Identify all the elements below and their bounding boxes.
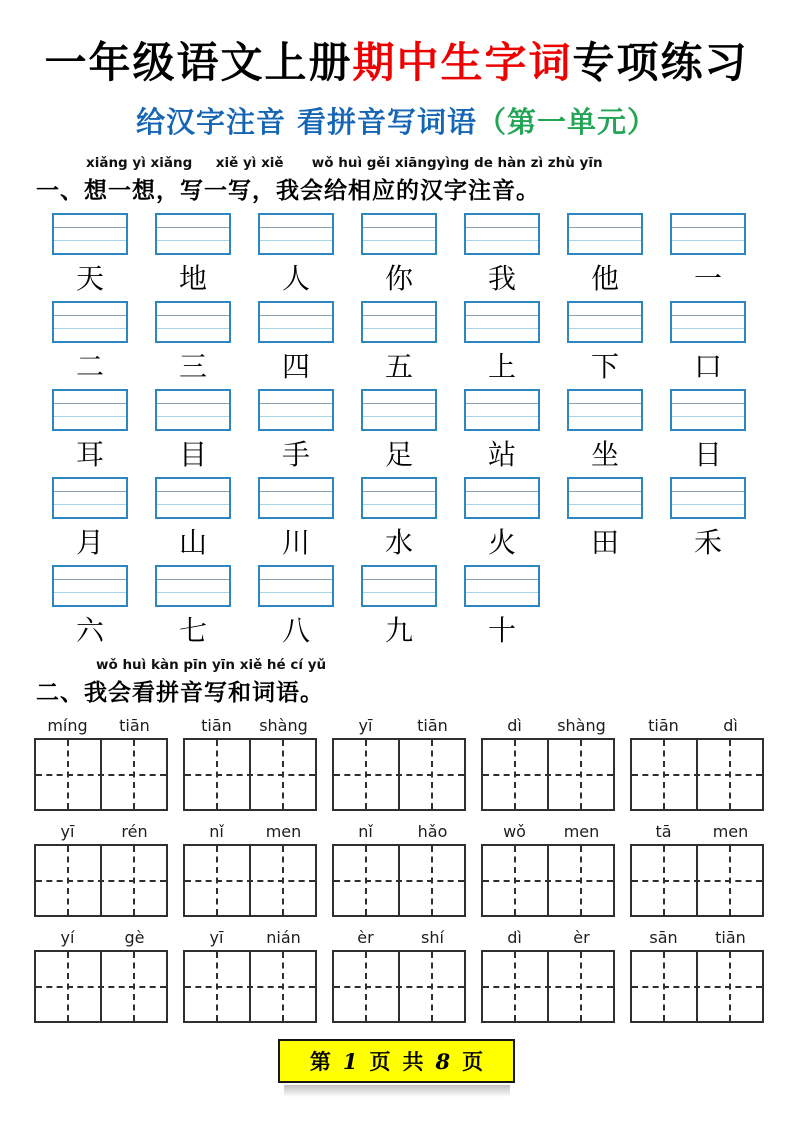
- pinyin-syllable: nǐ: [209, 822, 224, 841]
- annotation-cell: [52, 301, 128, 385]
- word-group: [34, 819, 168, 917]
- tianzige-cell[interactable]: [334, 740, 398, 809]
- annotation-cell: [155, 301, 231, 385]
- annotation-cell: [155, 213, 231, 297]
- hanzi-char: 二: [75, 350, 104, 383]
- pinyin-write-box[interactable]: [155, 565, 231, 607]
- pinyin-labels: [481, 925, 615, 947]
- tianzige-cell[interactable]: [398, 952, 464, 1021]
- pinyin-syllable: èr: [573, 928, 590, 947]
- pinyin-write-box[interactable]: [258, 389, 334, 431]
- tianzige-cell[interactable]: [100, 846, 166, 915]
- annotation-cell: [670, 477, 746, 561]
- title-part-black2: 专项练习: [572, 38, 749, 87]
- tianzige-cell[interactable]: [483, 740, 547, 809]
- hanzi-char: 七: [178, 614, 207, 647]
- footer-label: 页: [369, 1049, 391, 1074]
- pinyin-syllable: dì: [507, 928, 522, 947]
- subtitle-blue-text: 给汉字注音 看拼音写词语: [135, 105, 478, 139]
- pinyin-write-box[interactable]: [155, 477, 231, 519]
- pinyin-syllable: yī: [60, 822, 75, 841]
- pinyin-write-box[interactable]: [361, 477, 437, 519]
- hanzi-char: 火: [487, 526, 516, 559]
- word-group: [332, 925, 466, 1023]
- annotation-cell: [670, 389, 746, 473]
- hanzi-char: 川: [281, 526, 310, 559]
- pinyin-labels: [332, 819, 466, 841]
- pinyin-syllable: men: [712, 822, 749, 841]
- tianzige-cell[interactable]: [249, 952, 315, 1021]
- title-part-red: 期中生字词: [352, 38, 573, 87]
- hanzi-char: 你: [384, 262, 413, 295]
- hanzi-char: 水: [384, 526, 413, 559]
- annotation-row: [52, 389, 746, 473]
- annotation-cell: [464, 301, 540, 385]
- tianzige-box[interactable]: [481, 950, 615, 1023]
- word-group: [481, 819, 615, 917]
- pinyin-write-box[interactable]: [464, 389, 540, 431]
- pinyin-syllable: tā: [655, 822, 672, 841]
- section1-header: 一、想一想，写一写，我会给相应的汉字注音。: [36, 177, 540, 204]
- word-group: [481, 713, 615, 811]
- hanzi-char: 耳: [75, 438, 104, 471]
- tianzige-cell[interactable]: [100, 740, 166, 809]
- word-group: [332, 819, 466, 917]
- pinyin-syllable: yī: [358, 716, 373, 735]
- tianzige-cell[interactable]: [483, 846, 547, 915]
- annotation-cell: [670, 213, 746, 297]
- pinyin-syllable: nián: [266, 928, 301, 947]
- pinyin-syllable: men: [563, 822, 600, 841]
- pinyin-write-box[interactable]: [670, 389, 746, 431]
- pinyin-syllable: tiān: [417, 716, 448, 735]
- word-row: [34, 925, 764, 1023]
- tianzige-cell[interactable]: [36, 952, 100, 1021]
- pinyin-write-box[interactable]: [258, 477, 334, 519]
- annotation-cell: [258, 565, 334, 649]
- annotation-cell: [567, 389, 643, 473]
- footer: [0, 1039, 793, 1097]
- word-group: [34, 925, 168, 1023]
- pinyin-labels: [630, 713, 764, 735]
- pinyin-write-box[interactable]: [670, 301, 746, 343]
- tianzige-box[interactable]: [332, 844, 466, 917]
- section2-pinyin-ruby: wǒ huì kàn pīn yīn xiě hé cí yǔ: [96, 657, 327, 673]
- tianzige-box[interactable]: [183, 738, 317, 811]
- annotation-row: [52, 565, 746, 649]
- subtitle-unit-label: （第一单元）: [477, 105, 658, 139]
- pinyin-syllable: shí: [421, 928, 444, 947]
- tianzige-box[interactable]: [481, 844, 615, 917]
- page-title: [0, 30, 793, 90]
- pinyin-write-box[interactable]: [670, 213, 746, 255]
- annotation-cell: [464, 565, 540, 649]
- pinyin-syllable: èr: [357, 928, 374, 947]
- pinyin-syllable: tiān: [119, 716, 150, 735]
- annotation-cell: [155, 565, 231, 649]
- word-group: [332, 713, 466, 811]
- pinyin-write-box[interactable]: [52, 477, 128, 519]
- pinyin-syllable: míng: [47, 716, 88, 735]
- tianzige-cell[interactable]: [185, 846, 249, 915]
- hanzi-char: 站: [487, 438, 516, 471]
- tianzige-cell[interactable]: [398, 846, 464, 915]
- word-group: [481, 925, 615, 1023]
- footer-label: 共: [402, 1049, 424, 1074]
- hanzi-char: 上: [487, 350, 516, 383]
- pinyin-labels: [630, 819, 764, 841]
- tianzige-cell[interactable]: [632, 846, 696, 915]
- tianzige-cell[interactable]: [249, 846, 315, 915]
- annotation-cell: [258, 301, 334, 385]
- pinyin-labels: [630, 925, 764, 947]
- pinyin-write-box[interactable]: [464, 565, 540, 607]
- hanzi-char: 他: [590, 262, 619, 295]
- tianzige-cell[interactable]: [185, 952, 249, 1021]
- hanzi-char: 我: [487, 262, 516, 295]
- pinyin-write-box[interactable]: [155, 213, 231, 255]
- hanzi-char: 禾: [693, 526, 722, 559]
- tianzige-cell[interactable]: [249, 740, 315, 809]
- word-group: [630, 925, 764, 1023]
- pinyin-syllable: dì: [723, 716, 738, 735]
- pinyin-write-box[interactable]: [670, 477, 746, 519]
- pinyin-write-box[interactable]: [567, 389, 643, 431]
- annotation-cell: [567, 213, 643, 297]
- tianzige-cell[interactable]: [696, 846, 762, 915]
- pinyin-write-box[interactable]: [567, 301, 643, 343]
- pinyin-syllable: nǐ: [358, 822, 373, 841]
- annotation-cell: [464, 389, 540, 473]
- hanzi-char: 十: [487, 614, 516, 647]
- annotation-cell: [361, 477, 437, 561]
- pinyin-annotation-grid: [52, 213, 746, 649]
- tianzige-cell[interactable]: [632, 952, 696, 1021]
- pinyin-write-box[interactable]: [52, 301, 128, 343]
- tianzige-box[interactable]: [630, 950, 764, 1023]
- pinyin-write-box[interactable]: [361, 213, 437, 255]
- pinyin-write-box[interactable]: [361, 389, 437, 431]
- pinyin-syllable: wǒ: [503, 822, 526, 841]
- word-group: [183, 713, 317, 811]
- annotation-cell: [361, 301, 437, 385]
- tianzige-cell[interactable]: [696, 740, 762, 809]
- hanzi-char: 下: [590, 350, 619, 383]
- pinyin-labels: [481, 819, 615, 841]
- pinyin-syllable: yí: [60, 928, 75, 947]
- annotation-row: [52, 213, 746, 297]
- tianzige-box[interactable]: [630, 738, 764, 811]
- pinyin-syllable: dì: [507, 716, 522, 735]
- annotation-cell: [155, 389, 231, 473]
- pinyin-labels: [332, 925, 466, 947]
- tianzige-cell[interactable]: [334, 952, 398, 1021]
- pinyin-syllable: gè: [124, 928, 145, 947]
- section1-pinyin-ruby: xiǎng yì xiǎng xiě yì xiě wǒ huì gěi xiāngyìng de hàn zì zhù yīn: [86, 155, 603, 171]
- annotation-cell: [567, 477, 643, 561]
- tianzige-cell[interactable]: [36, 740, 100, 809]
- annotation-cell: [52, 565, 128, 649]
- pinyin-syllable: tiān: [648, 716, 679, 735]
- pinyin-write-box[interactable]: [155, 301, 231, 343]
- annotation-cell: [361, 389, 437, 473]
- pinyin-write-box[interactable]: [258, 213, 334, 255]
- hanzi-char: 人: [281, 262, 310, 295]
- pinyin-labels: [481, 713, 615, 735]
- pinyin-labels: [332, 713, 466, 735]
- tianzige-cell[interactable]: [36, 846, 100, 915]
- annotation-cell: [258, 389, 334, 473]
- hanzi-char: 一: [693, 262, 722, 295]
- hanzi-char: 目: [178, 438, 207, 471]
- tianzige-cell[interactable]: [696, 952, 762, 1021]
- tianzige-box[interactable]: [332, 950, 466, 1023]
- page-number-badge: [278, 1039, 515, 1083]
- tianzige-cell[interactable]: [547, 952, 613, 1021]
- pinyin-syllable: tiān: [715, 928, 746, 947]
- annotation-cell: [155, 477, 231, 561]
- tianzige-cell[interactable]: [334, 846, 398, 915]
- pinyin-write-box[interactable]: [258, 565, 334, 607]
- hanzi-char: 坐: [590, 438, 619, 471]
- tianzige-box[interactable]: [183, 950, 317, 1023]
- pinyin-write-box[interactable]: [567, 477, 643, 519]
- annotation-cell: [567, 301, 643, 385]
- pinyin-syllable: shàng: [259, 716, 308, 735]
- annotation-cell: [464, 477, 540, 561]
- tianzige-cell[interactable]: [483, 952, 547, 1021]
- annotation-cell: [258, 477, 334, 561]
- page-subtitle: [0, 100, 793, 141]
- annotation-cell: [52, 477, 128, 561]
- tianzige-cell[interactable]: [398, 740, 464, 809]
- pinyin-labels: [183, 713, 317, 735]
- tianzige-cell[interactable]: [547, 740, 613, 809]
- pinyin-write-box[interactable]: [52, 565, 128, 607]
- annotation-cell: [464, 213, 540, 297]
- hanzi-char: 山: [178, 526, 207, 559]
- pinyin-labels: [34, 819, 168, 841]
- word-group: [630, 713, 764, 811]
- tianzige-box[interactable]: [630, 844, 764, 917]
- hanzi-char: 田: [590, 526, 619, 559]
- word-group: [630, 819, 764, 917]
- word-row: [34, 819, 764, 917]
- tianzige-cell[interactable]: [100, 952, 166, 1021]
- word-group: [183, 819, 317, 917]
- footer-total-pages: 8: [435, 1049, 451, 1074]
- annotation-cell: [258, 213, 334, 297]
- pinyin-labels: [183, 925, 317, 947]
- pinyin-write-box[interactable]: [52, 213, 128, 255]
- hanzi-char: 足: [384, 438, 413, 471]
- hanzi-char: 八: [281, 614, 310, 647]
- pinyin-labels: [34, 925, 168, 947]
- pinyin-labels: [34, 713, 168, 735]
- pinyin-write-box[interactable]: [464, 301, 540, 343]
- footer-label: 页: [462, 1049, 484, 1074]
- annotation-cell: [670, 301, 746, 385]
- pinyin-syllable: shàng: [557, 716, 606, 735]
- hanzi-char: 天: [75, 262, 104, 295]
- pinyin-write-box[interactable]: [464, 213, 540, 255]
- pinyin-write-box[interactable]: [567, 213, 643, 255]
- pinyin-syllable: hǎo: [417, 822, 448, 841]
- annotation-row: [52, 477, 746, 561]
- annotation-cell: [361, 213, 437, 297]
- hanzi-char: 九: [384, 614, 413, 647]
- hanzi-char: 口: [693, 350, 722, 383]
- pinyin-syllable: yī: [209, 928, 224, 947]
- tianzige-box[interactable]: [34, 950, 168, 1023]
- tianzige-cell[interactable]: [547, 846, 613, 915]
- pinyin-write-box[interactable]: [258, 301, 334, 343]
- pinyin-syllable: sān: [649, 928, 678, 947]
- hanzi-char: 六: [75, 614, 104, 647]
- annotation-row: [52, 301, 746, 385]
- footer-label: 第: [309, 1049, 331, 1074]
- footer-page-number: 1: [342, 1049, 358, 1074]
- pinyin-write-box[interactable]: [155, 389, 231, 431]
- word-group: [34, 713, 168, 811]
- tianzige-box[interactable]: [183, 844, 317, 917]
- section2-header: 二、我会看拼音写和词语。: [36, 679, 324, 706]
- tianzige-box[interactable]: [34, 844, 168, 917]
- tianzige-cell[interactable]: [185, 740, 249, 809]
- pinyin-write-box[interactable]: [361, 565, 437, 607]
- hanzi-char: 三: [178, 350, 207, 383]
- hanzi-char: 地: [178, 262, 207, 295]
- tianzige-box[interactable]: [34, 738, 168, 811]
- hanzi-char: 五: [384, 350, 413, 383]
- tianzige-box[interactable]: [481, 738, 615, 811]
- pinyin-write-box[interactable]: [361, 301, 437, 343]
- annotation-cell: [361, 565, 437, 649]
- pinyin-write-box[interactable]: [52, 389, 128, 431]
- word-group: [183, 925, 317, 1023]
- pinyin-write-box[interactable]: [464, 477, 540, 519]
- title-part-black1: 一年级语文上册: [44, 38, 353, 87]
- tianzige-cell[interactable]: [632, 740, 696, 809]
- pinyin-syllable: men: [265, 822, 302, 841]
- hanzi-char: 日: [693, 438, 722, 471]
- word-row: [34, 713, 764, 811]
- hanzi-char: 手: [281, 438, 310, 471]
- pinyin-labels: [183, 819, 317, 841]
- annotation-cell: [52, 389, 128, 473]
- footer-reflection: [284, 1085, 510, 1097]
- annotation-cell: [52, 213, 128, 297]
- word-writing-grid: [34, 713, 764, 1023]
- tianzige-box[interactable]: [332, 738, 466, 811]
- pinyin-syllable: tiān: [201, 716, 232, 735]
- hanzi-char: 四: [281, 350, 310, 383]
- pinyin-syllable: rén: [121, 822, 148, 841]
- hanzi-char: 月: [75, 526, 104, 559]
